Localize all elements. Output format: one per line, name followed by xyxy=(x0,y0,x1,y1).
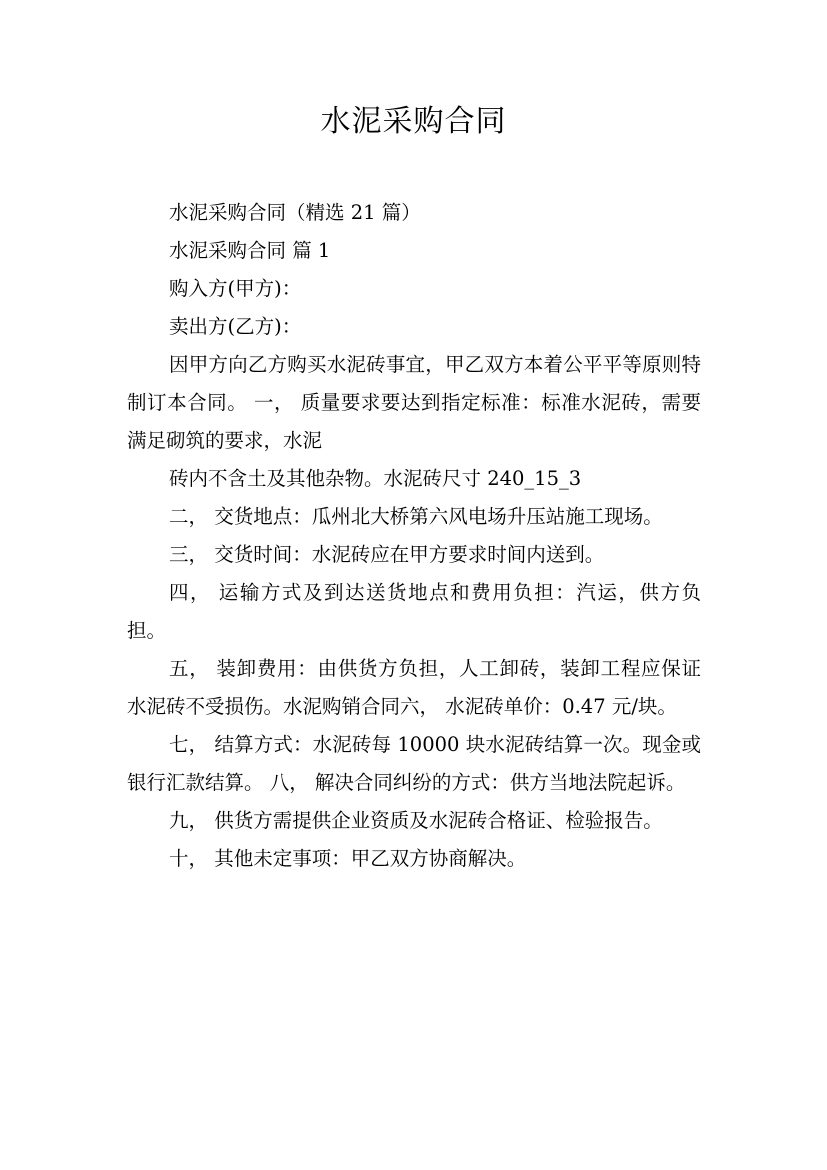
paragraph-clause-5: 五， 装卸费用：由供货方负担，人工卸砖，装卸工程应保证水泥砖不受损伤。水泥购销合同六， 水泥砖单价：0.47 元/块。 xyxy=(127,657,701,718)
document-body xyxy=(127,194,701,878)
paragraph-clause-7: 七， 结算方式：水泥砖每 10000 块水泥砖结算一次。现金或银行汇款结算。 八， 解决合同纠纷的方式：供方当地法院起诉。 xyxy=(127,733,701,794)
paragraph-clause-3: 三， 交货时间：水泥砖应在甲方要求时间内送到。 xyxy=(169,543,605,566)
paragraph-brick-spec: 砖内不含土及其他杂物。水泥砖尺寸 240_15_3 xyxy=(169,467,582,490)
paragraph-clause-10: 十， 其他未定事项：甲乙双方协商解决。 xyxy=(169,847,527,870)
paragraph-clause-4: 四， 运输方式及到达送货地点和费用负担：汽运，供方负担。 xyxy=(127,581,701,642)
paragraph-section-heading: 水泥采购合同 篇 1 xyxy=(169,239,331,262)
document-title: 水泥采购合同 xyxy=(320,104,507,139)
paragraph-subtitle: 水泥采购合同（精选 21 篇） xyxy=(169,201,421,224)
paragraph-preamble: 因甲方向乙方购买水泥砖事宜，甲乙双方本着公平平等原则特制订本合同。 一， 质量要求要达到指定标准：标准水泥砖，需要满足砌筑的要求，水泥 xyxy=(127,353,701,452)
paragraph-buyer: 购入方(甲方)： xyxy=(169,277,302,300)
paragraph-clause-9: 九， 供货方需提供企业资质及水泥砖合格证、检验报告。 xyxy=(169,809,663,832)
paragraph-clause-2: 二， 交货地点：瓜州北大桥第六风电场升压站施工现场。 xyxy=(169,505,663,528)
paragraph-seller: 卖出方(乙方)： xyxy=(169,315,302,338)
